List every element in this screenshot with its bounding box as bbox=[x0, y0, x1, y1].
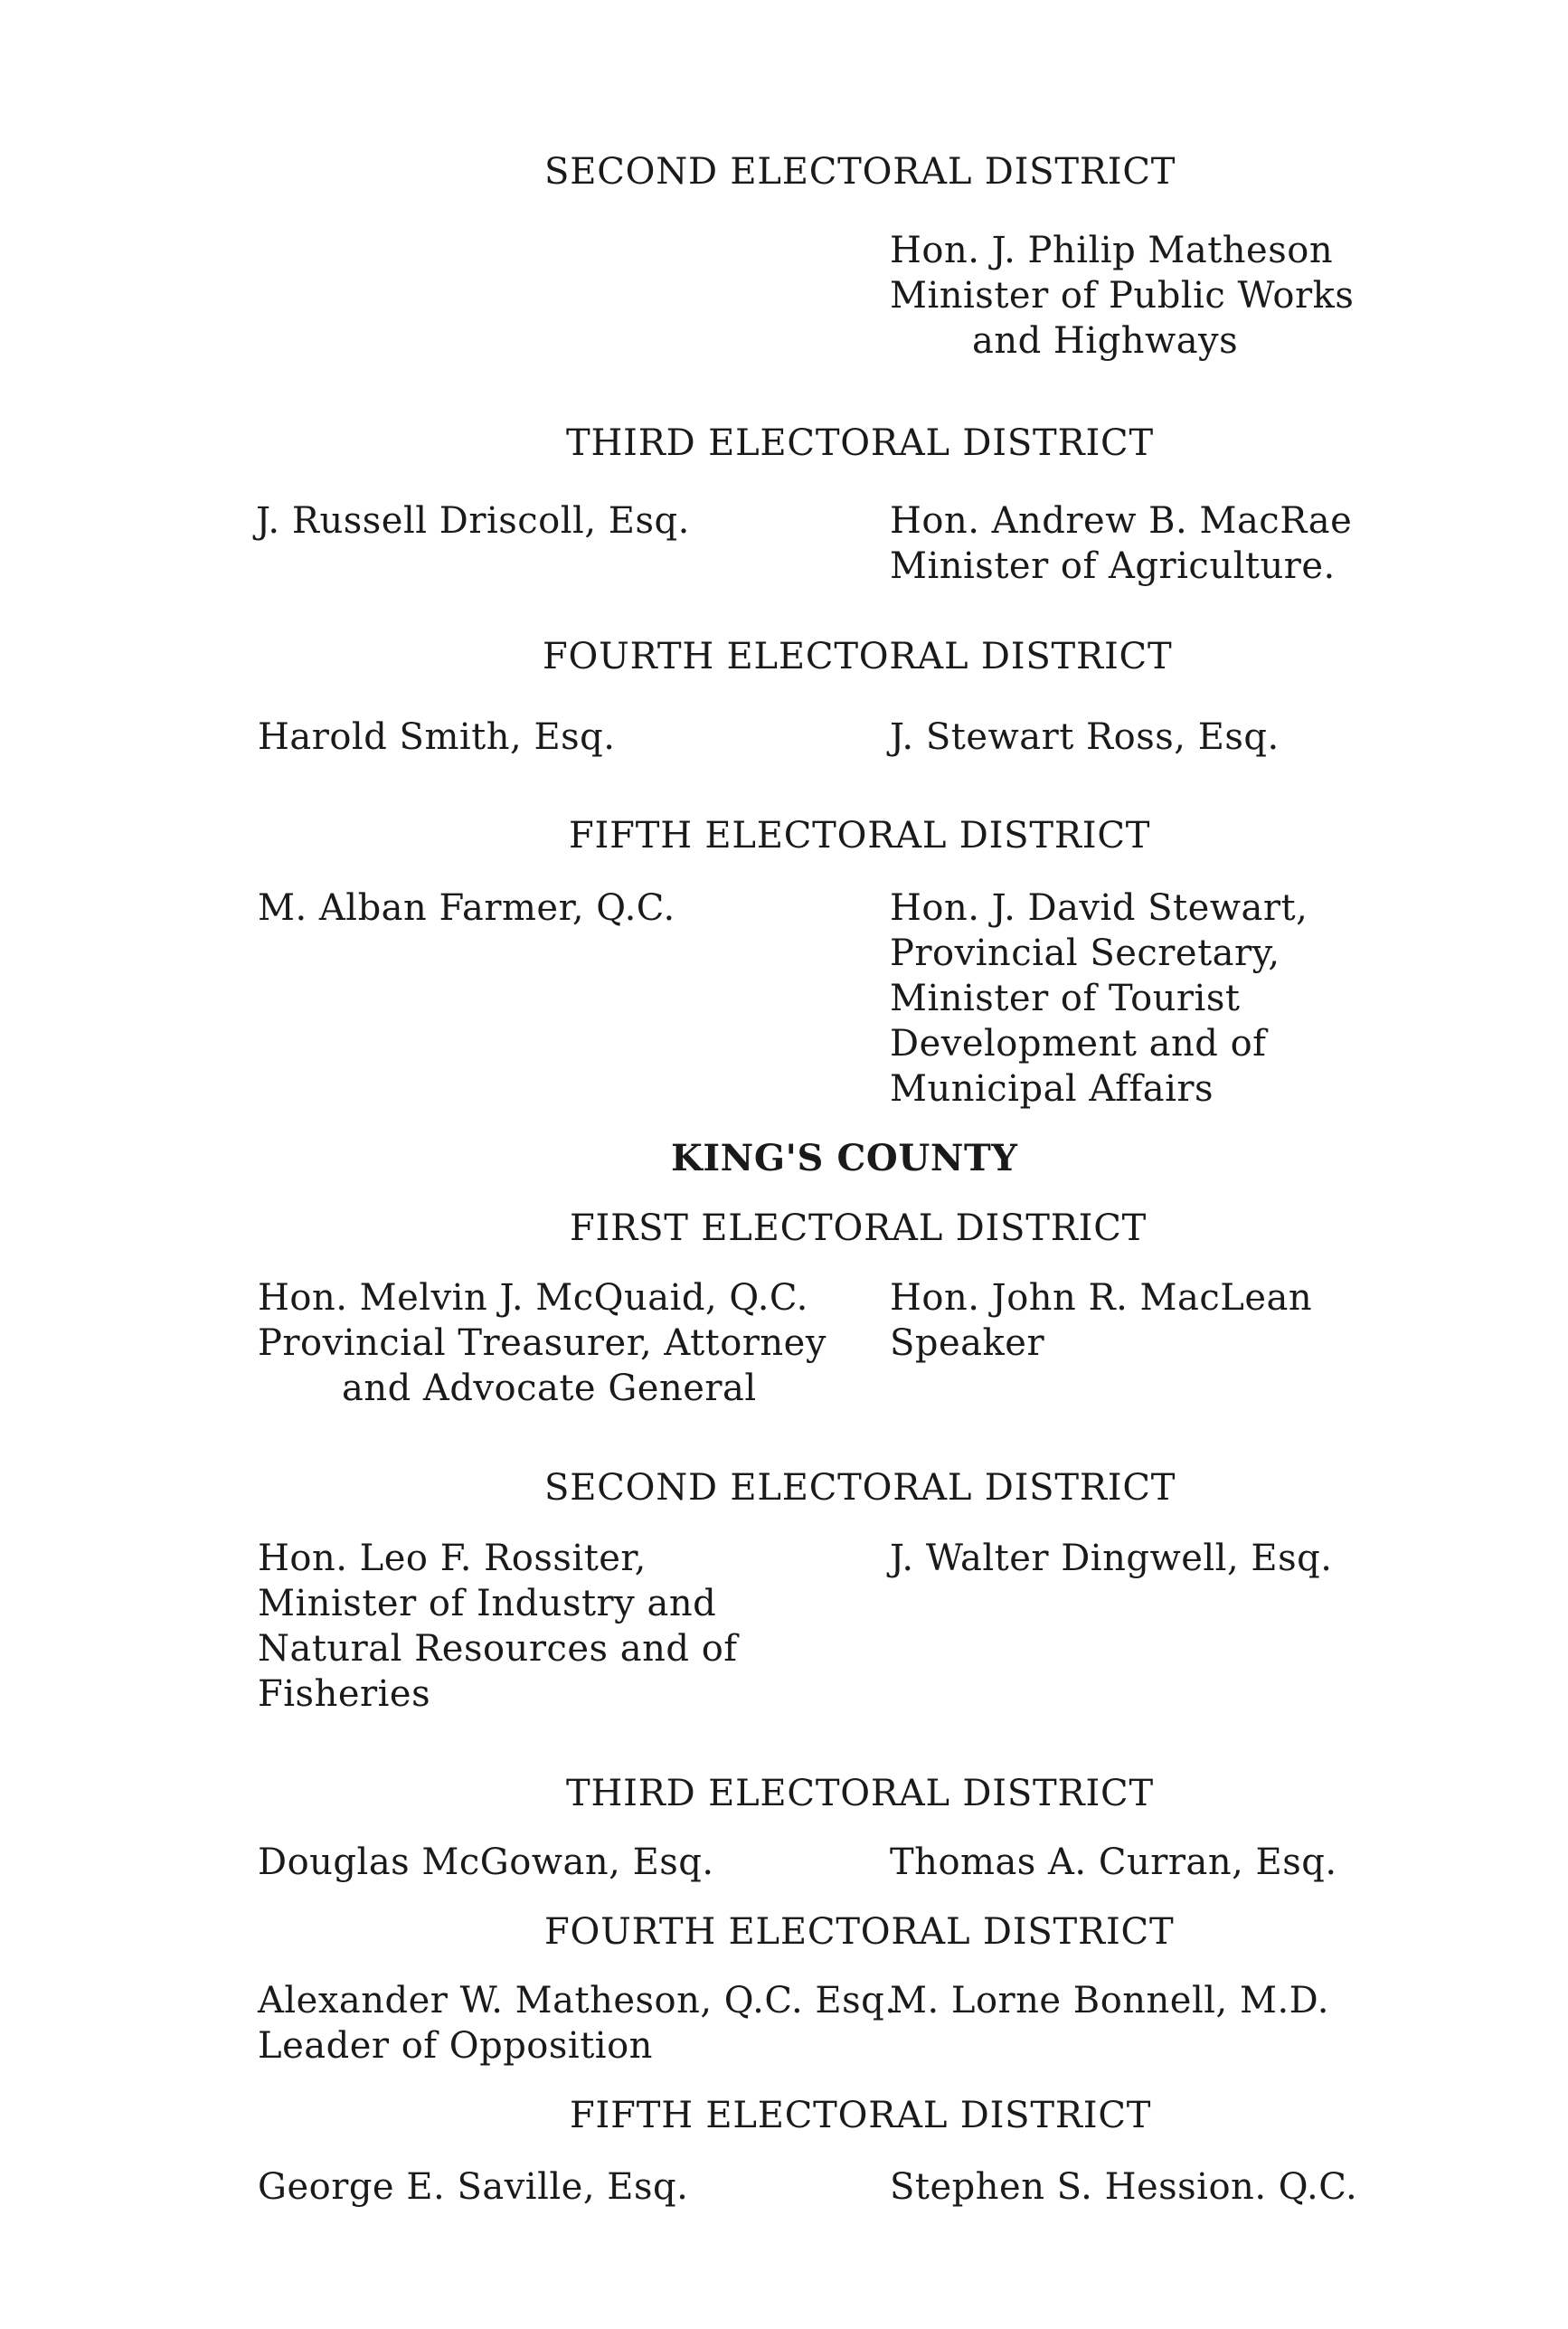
member-title: and Advocate General bbox=[342, 1368, 757, 1409]
member-title: Development and of bbox=[890, 1023, 1267, 1065]
member-title: Provincial Secretary, bbox=[890, 933, 1280, 974]
member-name: J. Russell Driscoll, Esq. bbox=[256, 500, 690, 542]
member-title: Provincial Treasurer, Attorney bbox=[258, 1322, 827, 1364]
district-heading: SECOND ELECTORAL DISTRICT bbox=[544, 1467, 1176, 1509]
member-title: Minister of Public Works bbox=[890, 275, 1355, 317]
district-heading: THIRD ELECTORAL DISTRICT bbox=[566, 1773, 1154, 1814]
member-title: Municipal Affairs bbox=[890, 1068, 1214, 1110]
member-name: Hon. John R. MacLean bbox=[890, 1277, 1313, 1319]
member-name: M. Alban Farmer, Q.C. bbox=[258, 887, 675, 929]
member-name: J. Walter Dingwell, Esq. bbox=[890, 1538, 1333, 1579]
member-name: Hon. J. Philip Matheson bbox=[890, 230, 1334, 271]
member-title: Minister of Tourist bbox=[890, 978, 1241, 1019]
member-name: Harold Smith, Esq. bbox=[258, 716, 616, 758]
member-name: Douglas McGowan, Esq. bbox=[258, 1841, 714, 1883]
district-heading: FIRST ELECTORAL DISTRICT bbox=[570, 1207, 1148, 1249]
member-name: Hon. Andrew B. MacRae bbox=[890, 500, 1353, 542]
member-name: Hon. Leo F. Rossiter, bbox=[258, 1538, 647, 1579]
member-name: Stephen S. Hession. Q.C. bbox=[890, 2166, 1358, 2208]
district-heading: FIFTH ELECTORAL DISTRICT bbox=[569, 815, 1151, 857]
member-title: Minister of Agriculture. bbox=[890, 545, 1336, 587]
member-title: Leader of Opposition bbox=[258, 2025, 653, 2067]
member-name: M. Lorne Bonnell, M.D. bbox=[890, 1980, 1330, 2021]
district-heading: SECOND ELECTORAL DISTRICT bbox=[544, 151, 1176, 193]
member-title: Fisheries bbox=[258, 1673, 431, 1715]
county-heading: KING'S COUNTY bbox=[671, 1137, 1018, 1179]
district-heading: FIFTH ELECTORAL DISTRICT bbox=[570, 2095, 1152, 2136]
district-heading: FOURTH ELECTORAL DISTRICT bbox=[543, 636, 1173, 677]
member-name: Alexander W. Matheson, Q.C. Esq. bbox=[258, 1980, 897, 2021]
member-name: Hon. J. David Stewart, bbox=[890, 887, 1308, 929]
member-title: Natural Resources and of bbox=[258, 1628, 738, 1670]
district-heading: FOURTH ELECTORAL DISTRICT bbox=[544, 1911, 1175, 1953]
member-name: Thomas A. Curran, Esq. bbox=[890, 1841, 1337, 1883]
member-name: George E. Saville, Esq. bbox=[258, 2166, 689, 2208]
member-title: and Highways bbox=[972, 320, 1239, 362]
member-name: J. Stewart Ross, Esq. bbox=[890, 716, 1280, 758]
member-title: Speaker bbox=[890, 1322, 1045, 1364]
member-title: Minister of Industry and bbox=[258, 1583, 717, 1624]
district-heading: THIRD ELECTORAL DISTRICT bbox=[566, 422, 1154, 464]
member-name: Hon. Melvin J. McQuaid, Q.C. bbox=[258, 1277, 808, 1319]
